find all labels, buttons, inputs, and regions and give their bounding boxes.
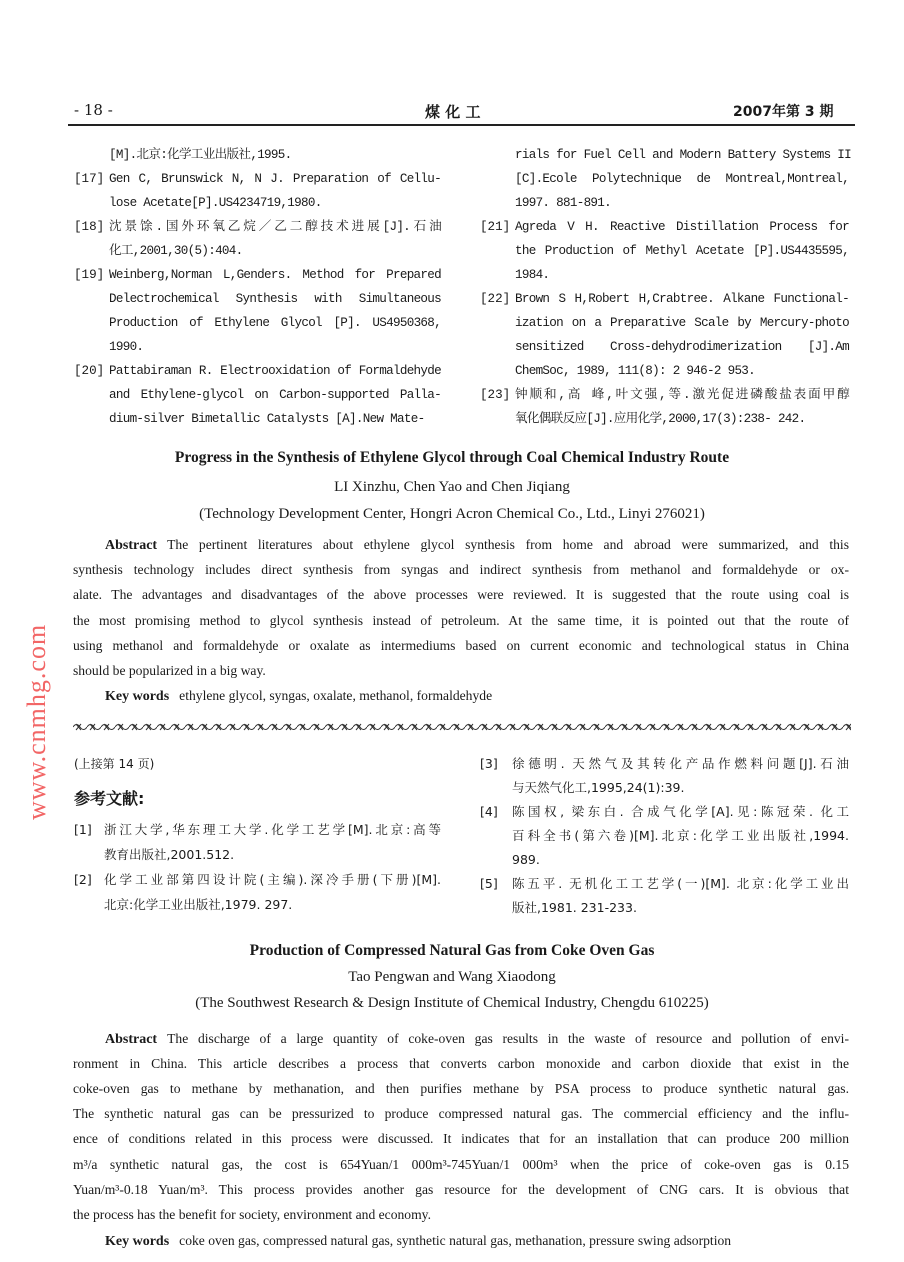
reference-line: ization on a Preparative Scale by Mercury-photo (515, 316, 849, 330)
abstract-text: should be popularized in a big way. (73, 663, 266, 678)
reference-line: ChemSoc, 1989, 111(8): 2 946-2 953. (515, 364, 756, 378)
abstract-line (73, 536, 849, 555)
reference-number: [19] (74, 268, 105, 282)
reference-number: [17] (74, 172, 105, 186)
reference-line: 百科全书(第六卷)[M].北京:化学工业出版社,1994. (512, 828, 849, 843)
reference-number: [21] (480, 220, 511, 234)
reference-line: 浙江大学,华东理工大学.化学工艺学[M].北京:高等 (104, 822, 441, 837)
reference-line: 版社,1981. 231-233. (512, 900, 637, 915)
reference-number: [3] (480, 756, 498, 771)
reference-line: 989. (512, 852, 540, 867)
abstract-text: The synthetic natural gas can be pressurized to produce compressed natural gas. The commercial efficiency and the influ- (73, 1106, 849, 1122)
abstract-text: ence of conditions related in this process were discussed. It indicates that for an installation that can produce 200 million (73, 1131, 849, 1147)
reference-line: 与天然气化工,1995,24(1):39. (512, 780, 685, 795)
reference-line: rials for Fuel Cell and Modern Battery Systems II (515, 148, 852, 162)
article1-keywords (73, 687, 849, 706)
abstract-text: the process has the benefit for society, environment and economy. (73, 1206, 431, 1222)
reference-number: [18] (74, 220, 105, 234)
article1-title: Progress in the Synthesis of Ethylene Glycol through Coal Chemical Industry Route (174, 449, 730, 466)
article2-affiliation: (The Southwest Research & Design Institute of Chemical Industry, Chengdu 610225) (195, 995, 709, 1011)
page-number: - 18 - (74, 101, 113, 119)
abstract-line (73, 662, 849, 680)
reference-line: Delectrochemical Synthesis with Simultaneous (109, 292, 441, 306)
abstract-text: alate. The advantages and disadvantages of the above processes were reviewed. It is suggested that the route using coal is (73, 587, 849, 603)
reference-line: lose Acetate[P].US4234719,1980. (109, 196, 322, 210)
reference-line: 1984. (515, 268, 550, 282)
reference-line: 徐德明. 天然气及其转化产品作燃料问题[J].石油 (512, 756, 849, 771)
reference-number: [4] (480, 804, 498, 819)
abstract-line (73, 637, 849, 655)
journal-name: 煤 化 工 (425, 103, 481, 121)
abstract-line (73, 1181, 849, 1199)
article2-keywords (73, 1232, 849, 1251)
reference-line: 1990. (109, 340, 144, 354)
abstract-line (73, 1055, 849, 1073)
reference-line: 沈景馀.国外环氧乙烷／乙二醇技术进展[J].石油 (109, 220, 441, 234)
reference-number: [1] (74, 822, 92, 837)
reference-line: 化工,2001,30(5):404. (109, 244, 243, 258)
reference-line: Brown S H,Robert H,Crabtree. Alkane Functional- (515, 292, 849, 306)
reference-line: Weinberg,Norman L,Genders. Method for Prepared (109, 268, 441, 282)
abstract-line (73, 561, 849, 579)
abstract-text: coke-oven gas to methane by methanation, and then purifies methane by PSA process to produce synthetic natural gas. (73, 1081, 849, 1097)
watermark: www.cnmhg.com (22, 623, 51, 820)
reference-line: [C].Ecole Polytechnique de Montreal,Montreal, (515, 172, 849, 186)
wavy-divider (73, 721, 851, 733)
reference-line: and Ethylene-glycol on Carbon-supported Palla- (109, 388, 441, 402)
reference-line: Production of Ethylene Glycol [P]. US4950368, (109, 316, 441, 330)
reference-line: 钟顺和,高 峰,叶文强,等.激光促进磷酸盐表面甲醇 (515, 388, 849, 402)
abstract-label: Abstract (105, 1032, 158, 1047)
keywords-text: ethylene glycol, syngas, oxalate, methanol, formaldehyde (179, 688, 493, 703)
reference-line: Gen C, Brunswick N, N J. Preparation of Cellu- (109, 172, 441, 186)
abstract-text: The discharge of a large quantity of coke-oven gas results in the waste of resource and pollution of envi- (167, 1031, 849, 1046)
reference-line: 1997. 881-891. (515, 196, 612, 210)
reference-line: [M].北京:化学工业出版社,1995. (109, 148, 292, 162)
article1-affiliation: (Technology Development Center, Hongri Acron Chemical Co., Ltd., Linyi 276021) (199, 506, 705, 522)
reference-line: 氧化偶联反应[J].应用化学,2000,17(3):238- 242. (515, 412, 806, 426)
issue-label: 2007年第 3 期 (733, 104, 834, 120)
reference-number: [2] (74, 872, 92, 887)
abstract-text: the most promising method to glycol synthesis instead of petroleum. At the same time, it is pointed out that the route of (73, 612, 849, 628)
reference-number: [22] (480, 292, 511, 306)
continued-note: (上接第 14 页) (74, 757, 155, 771)
reference-line: 北京:化学工业出版社,1979. 297. (104, 897, 293, 912)
abstract-line (73, 586, 849, 604)
abstract-line (73, 1130, 849, 1148)
abstract-line (73, 1080, 849, 1098)
article1-authors: LI Xinzhu, Chen Yao and Chen Jiqiang (334, 479, 570, 495)
abstract-label: Abstract (105, 538, 158, 553)
reference-line: 陈国权, 梁东白. 合成气化学[A].见:陈冠荣. 化工 (512, 804, 849, 819)
abstract-line (73, 1206, 849, 1224)
abstract-text: The pertinent literatures about ethylene glycol synthesis from home and abroad were summarized, and this (167, 537, 849, 552)
article2-authors: Tao Pengwan and Wang Xiaodong (348, 969, 556, 985)
header-rule (68, 124, 855, 126)
reference-number: [5] (480, 876, 498, 891)
references-heading: 参考文献: (74, 789, 145, 808)
reference-number: [23] (480, 388, 511, 402)
abstract-text: using methanol and formaldehyde or oxalate as intermediums based on current economic and technological status in China (73, 637, 849, 653)
reference-line: the Production of Methyl Acetate [P].US4435595, (515, 244, 849, 258)
keywords-label: Key words (105, 1234, 170, 1249)
reference-line: 化学工业部第四设计院(主编).深冷手册(下册)[M]. (104, 872, 441, 887)
abstract-line (73, 1030, 849, 1049)
abstract-line (73, 1105, 849, 1123)
abstract-line (73, 612, 849, 630)
reference-line: sensitized Cross-dehydrodimerization [J].Am (515, 340, 849, 354)
reference-number: [20] (74, 364, 105, 378)
reference-line: dium-silver Bimetallic Catalysts [A].New Mate- (109, 412, 425, 426)
keywords-label: Key words (105, 689, 170, 704)
article2-title: Production of Compressed Natural Gas from Coke Oven Gas (249, 942, 655, 959)
keywords-text: coke oven gas, compressed natural gas, synthetic natural gas, methanation, pressure swing adsorption (179, 1233, 732, 1248)
reference-line: Agreda V H. Reactive Distillation Process for (515, 220, 849, 234)
reference-line: 陈五平. 无机化工工艺学(一)[M]. 北京:化学工业出 (512, 876, 849, 891)
abstract-text: m³/a synthetic natural gas, the cost is 654Yuan/1 000m³-745Yuan/1 000m³ when the price of coke-oven gas is 0.15 (73, 1156, 849, 1172)
abstract-text: Yuan/m³-0.18 Yuan/m³. This process provides another gas resource for the development of CNG cars. It is obvious that (73, 1181, 849, 1197)
abstract-text: synthesis technology includes direct synthesis from syngas and indirect synthesis from methanol and formaldehyde or ox- (73, 562, 849, 578)
reference-line: Pattabiraman R. Electrooxidation of Formaldehyde (109, 364, 441, 378)
reference-line: 教育出版社,2001.512. (104, 847, 235, 862)
abstract-text: ronment in China. This article describes a process that converts carbon monoxide and carbon dioxide that exist in the (73, 1056, 849, 1072)
abstract-line (73, 1156, 849, 1174)
